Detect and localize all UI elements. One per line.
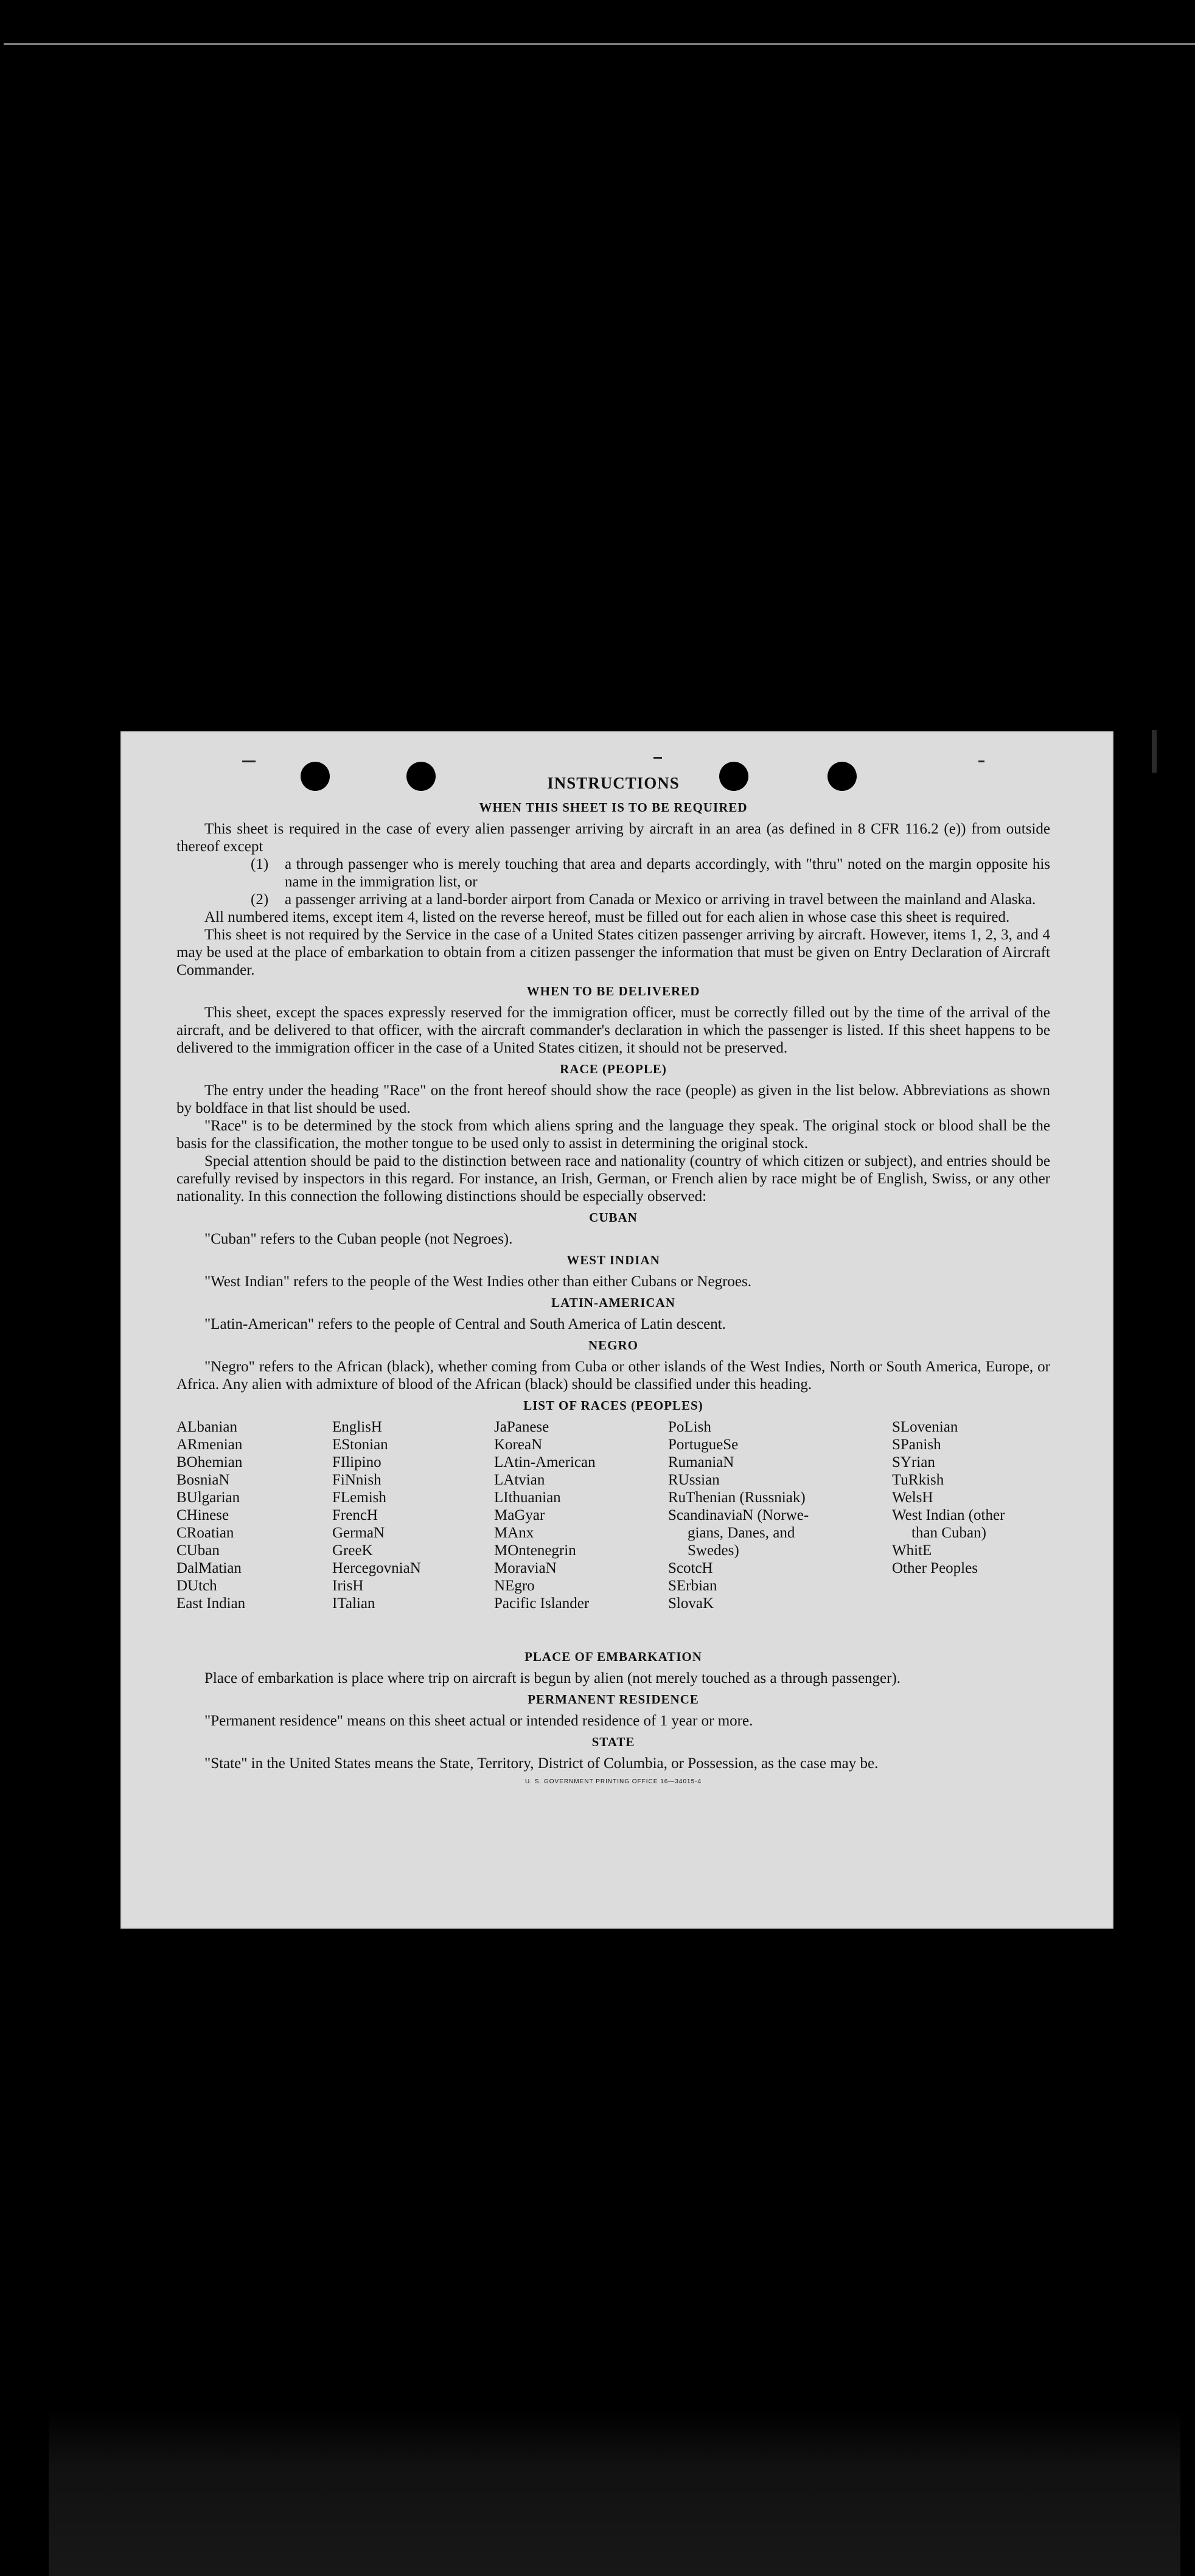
scan-speck: [653, 757, 662, 759]
race-list-item: BosniaN: [176, 1472, 230, 1488]
exception-item: [251, 855, 1050, 891]
race-paragraph-1: The entry under the heading "Race" on the front hereof should show the race (people) as given in the list below. Abbreviations as shown by boldface in that list should be used.: [176, 1082, 1050, 1116]
race-list-item: SErbian: [668, 1578, 717, 1594]
race-list-item: EnglisH: [332, 1419, 382, 1435]
exception-text: a passenger arriving at a land-border airport from Canada or Mexico or arriving in travel between the mainland and Alaska.: [285, 891, 1036, 908]
punch-hole: [301, 762, 330, 791]
race-paragraph-2: "Race" is to be determined by the stock from which aliens spring and the language they speak. The original stock or blood shall be the basis for the classification, the mother tongue to be used only to assist in determining the original stock.: [176, 1118, 1050, 1152]
race-list-item: Swedes): [688, 1542, 739, 1559]
scan-bottom-shadow: [49, 2409, 1180, 2576]
race-list-item: gians, Danes, and: [688, 1525, 795, 1541]
heading-state: STATE: [591, 1735, 635, 1749]
exception-text: a through passenger who is merely touching that area and departs accordingly, with "thru" noted on the margin opposite his name in the immigration list, or: [285, 856, 1050, 890]
race-list-item: ALbanian: [176, 1419, 237, 1435]
race-list-item: GermaN: [332, 1525, 385, 1541]
race-list-item: DalMatian: [176, 1560, 242, 1576]
race-list-column-2: [332, 1418, 421, 1612]
race-list-item: DUtch: [176, 1578, 217, 1594]
exception-number: (1): [251, 856, 269, 872]
west-indian-paragraph: "West Indian" refers to the people of the West Indies other than either Cubans or Negroes.: [204, 1273, 751, 1290]
race-list-item: CRoatian: [176, 1525, 234, 1541]
latin-american-paragraph: "Latin-American" refers to the people of Central and South America of Latin descent.: [204, 1316, 726, 1332]
race-list-item: MaGyar: [494, 1507, 545, 1523]
when-required-intro: This sheet is required in the case of every alien passenger arriving by aircraft in an area (as defined in 8 CFR 116.2 (e)) from outside thereof except: [176, 821, 1050, 855]
race-list-item: WhitE: [892, 1542, 932, 1559]
race-list-item: LAtin-American: [494, 1454, 596, 1471]
document-title: INSTRUCTIONS: [547, 774, 680, 792]
heading-negro: NEGRO: [588, 1338, 638, 1352]
heading-place-of-embarkation: PLACE OF EMBARKATION: [524, 1649, 702, 1664]
race-list: [176, 1418, 1050, 1645]
race-list-item: WelsH: [892, 1489, 933, 1506]
race-list-item: SlovaK: [668, 1595, 714, 1612]
race-list-item: GreeK: [332, 1542, 373, 1559]
negro-paragraph: "Negro" refers to the African (black), whether coming from Cuba or other islands of the West Indies, North or South America, Europe, or Africa. Any alien with admixture of blood of the African (black) should be classified under this heading.: [176, 1359, 1050, 1393]
race-list-item: FrencH: [332, 1507, 378, 1523]
scan-speck: [242, 761, 256, 762]
instruction-sheet: [120, 731, 1113, 1929]
race-list-item: MoraviaN: [494, 1560, 557, 1576]
heading-race: RACE (PEOPLE): [560, 1062, 667, 1076]
punch-hole: [827, 762, 857, 791]
race-list-item: EStonian: [332, 1436, 388, 1453]
race-list-item: LAtvian: [494, 1472, 545, 1488]
race-list-item: RuThenian (Russniak): [668, 1489, 806, 1506]
race-list-item: SYrian: [892, 1454, 935, 1471]
exception-item: [251, 891, 1050, 908]
race-list-item: ScotcH: [668, 1560, 713, 1576]
race-list-item: West Indian (other: [892, 1507, 1005, 1523]
race-list-item: KoreaN: [494, 1436, 543, 1453]
race-list-item: HercegovniaN: [332, 1560, 421, 1576]
scan-edge-mark: [1152, 730, 1157, 773]
state-paragraph: "State" in the United States means the State, Territory, District of Columbia, or Possession, as the case may be.: [204, 1755, 879, 1772]
race-list-item: ScandinaviaN (Norwe-: [668, 1507, 809, 1523]
race-list-column-3: [494, 1418, 596, 1612]
numbered-items-paragraph: All numbered items, except item 4, listed on the reverse hereof, must be filled out for each alien in whose case this sheet is required.: [204, 909, 1010, 925]
punch-hole: [406, 762, 436, 791]
race-list-item: ARmenian: [176, 1436, 243, 1453]
heading-cuban: CUBAN: [589, 1210, 638, 1225]
race-list-item: FiNnish: [332, 1472, 381, 1488]
race-list-item: IrisH: [332, 1578, 364, 1594]
race-list-item: LIthuanian: [494, 1489, 561, 1506]
race-list-item: SLovenian: [892, 1419, 958, 1435]
race-list-item: FIlipino: [332, 1454, 381, 1471]
race-list-column-5: [892, 1418, 1005, 1577]
punch-hole: [719, 762, 748, 791]
race-list-column-4: [668, 1418, 809, 1612]
race-list-column-1: [176, 1418, 245, 1612]
heading-west-indian: WEST INDIAN: [566, 1253, 660, 1267]
heading-latin-american: LATIN-AMERICAN: [551, 1295, 675, 1310]
exception-number: (2): [251, 891, 269, 908]
race-list-item: than Cuban): [911, 1525, 986, 1541]
heading-when-required: WHEN THIS SHEET IS TO BE REQUIRED: [479, 800, 748, 815]
race-list-item: PortugueSe: [668, 1436, 739, 1453]
heading-permanent-residence: PERMANENT RESIDENCE: [528, 1692, 699, 1707]
printer-imprint: U. S. GOVERNMENT PRINTING OFFICE 16—34015-4: [524, 1778, 702, 1785]
race-paragraph-3: Special attention should be paid to the distinction between race and nationality (country of which citizen or subject), and entries should be carefully revised by inspectors in this regard. For instance, an Irish, German, or French alien by race might be of English, Swiss, or any other nationality. In this connection the following distinctions should be especially observed:: [176, 1153, 1050, 1205]
race-list-item: FLemish: [332, 1489, 386, 1506]
heading-when-delivered: WHEN TO BE DELIVERED: [526, 984, 700, 998]
scan-top-rule: [4, 43, 1195, 45]
heading-list-of-races: LIST OF RACES (PEOPLES): [523, 1398, 703, 1413]
race-list-item: NEgro: [494, 1578, 535, 1594]
race-list-item: BOhemian: [176, 1454, 243, 1471]
when-delivered-paragraph: This sheet, except the spaces expressly reserved for the immigration officer, must be correctly filled out by the time of the arrival of the aircraft, and be delivered to that officer, with the aircraft commander's declaration in which the passenger is listed. If this sheet happens to be delivered to the immigration officer in the case of a United States citizen, it should not be preserved.: [176, 1004, 1050, 1056]
race-list-item: RUssian: [668, 1472, 720, 1488]
race-list-item: JaPanese: [494, 1419, 549, 1435]
race-list-item: SPanish: [892, 1436, 941, 1453]
race-list-item: RumaniaN: [668, 1454, 734, 1471]
scan-speck: [978, 761, 984, 762]
race-list-item: Other Peoples: [892, 1560, 978, 1576]
race-list-item: TuRkish: [892, 1472, 944, 1488]
race-list-item: MAnx: [494, 1525, 534, 1541]
race-list-item: BUlgarian: [176, 1489, 240, 1506]
race-list-item: ITalian: [332, 1595, 375, 1612]
race-list-item: Pacific Islander: [494, 1595, 590, 1612]
place-of-embarkation-paragraph: Place of embarkation is place where trip on aircraft is begun by alien (not merely touched as a through passenger).: [204, 1670, 901, 1687]
race-list-item: CUban: [176, 1542, 220, 1559]
permanent-residence-paragraph: "Permanent residence" means on this sheet actual or intended residence of 1 year or more.: [204, 1713, 753, 1729]
race-list-item: MOntenegrin: [494, 1542, 576, 1559]
race-list-item: CHinese: [176, 1507, 229, 1523]
race-list-item: PoLish: [668, 1419, 711, 1435]
race-list-item: East Indian: [176, 1595, 246, 1612]
not-required-paragraph: This sheet is not required by the Service in the case of a United States citizen passenger arriving by aircraft. However, items 1, 2, 3, and 4 may be used at the place of embarkation to obtain from a citizen passenger the information that must be given on Entry Declaration of Aircraft Commander.: [176, 927, 1050, 978]
cuban-paragraph: "Cuban" refers to the Cuban people (not Negroes).: [204, 1231, 513, 1247]
